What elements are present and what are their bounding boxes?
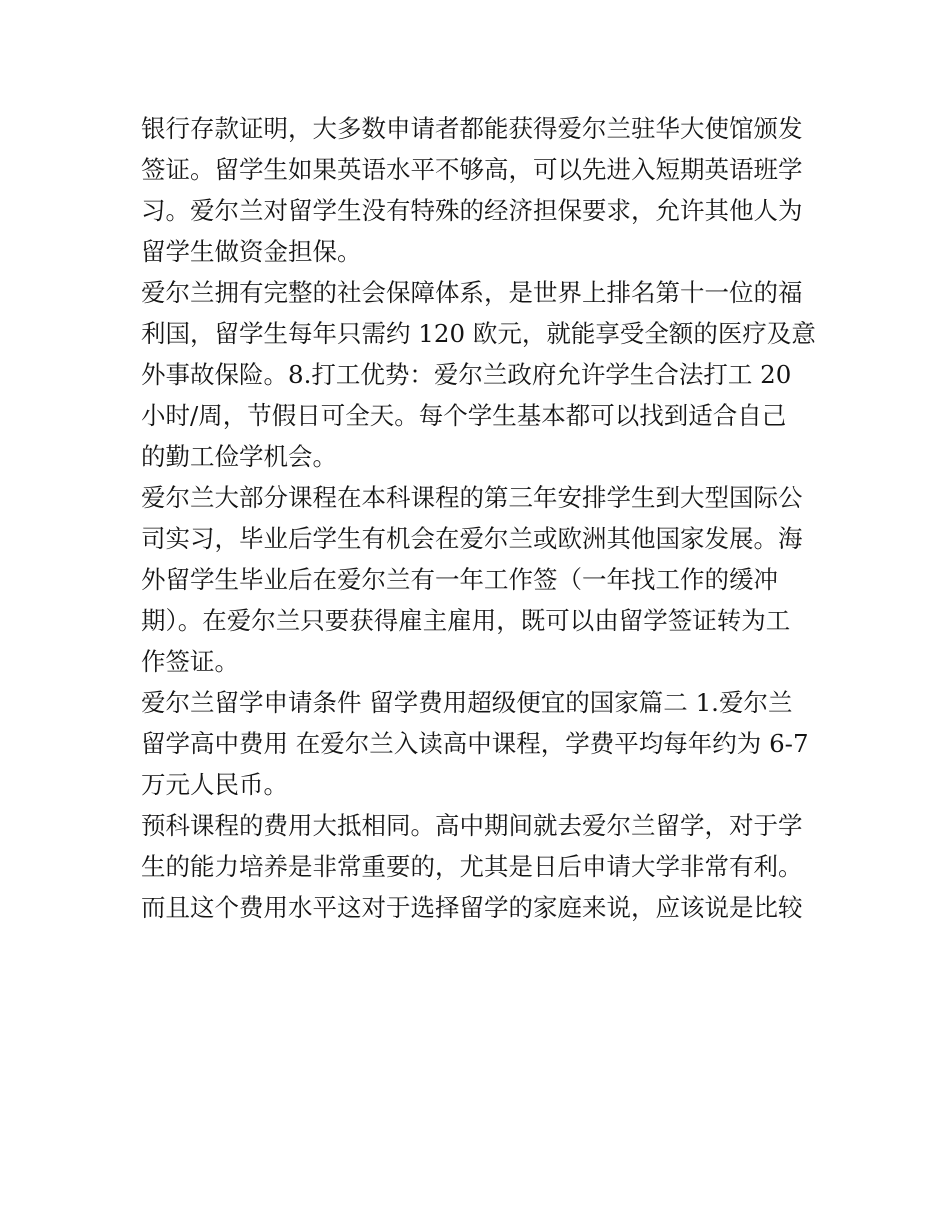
text-line: 生的能力培养是非常重要的，尤其是日后申请大学非常有利。	[141, 852, 803, 881]
text-line: 留学高中费用 在爱尔兰入读高中课程，学费平均每年约为 6-7	[141, 729, 809, 758]
text-line: 预科课程的费用大抵相同。高中期间就去爱尔兰留学，对于学	[141, 811, 803, 840]
text-line: 期）。在爱尔兰只要获得雇主雇用，既可以由留学签证转为工	[141, 606, 791, 635]
text-line: 小时/周，节假日可全天。每个学生基本都可以找到适合自己	[141, 401, 787, 430]
text-line: 司实习，毕业后学生有机会在爱尔兰或欧洲其他国家发展。海	[141, 524, 803, 553]
text-line: 万元人民币。	[141, 770, 288, 799]
text-line: 利国，留学生每年只需约 120 欧元，就能享受全额的医疗及意	[141, 319, 816, 348]
text-line: 作签证。	[141, 647, 239, 676]
text-line: 银行存款证明，大多数申请者都能获得爱尔兰驻华大使馆颁发	[141, 114, 803, 143]
text-line: 而且这个费用水平这对于选择留学的家庭来说，应该说是比较	[141, 893, 803, 922]
text-line: 爱尔兰大部分课程在本科课程的第三年安排学生到大型国际公	[141, 483, 803, 512]
document-body	[141, 108, 816, 928]
text-line: 爱尔兰留学申请条件 留学费用超级便宜的国家篇二 1.爱尔兰	[141, 688, 793, 717]
text-line: 签证。留学生如果英语水平不够高，可以先进入短期英语班学	[141, 155, 803, 184]
text-line: 爱尔兰拥有完整的社会保障体系，是世界上排名第十一位的福	[141, 278, 803, 307]
text-line: 留学生做资金担保。	[141, 237, 362, 266]
text-line: 习。爱尔兰对留学生没有特殊的经济担保要求，允许其他人为	[141, 196, 803, 225]
text-line: 的勤工俭学机会。	[141, 442, 337, 471]
text-line: 外事故保险。8.打工优势：爱尔兰政府允许学生合法打工 20	[141, 360, 792, 389]
text-line: 外留学生毕业后在爱尔兰有一年工作签（一年找工作的缓冲	[141, 565, 778, 594]
